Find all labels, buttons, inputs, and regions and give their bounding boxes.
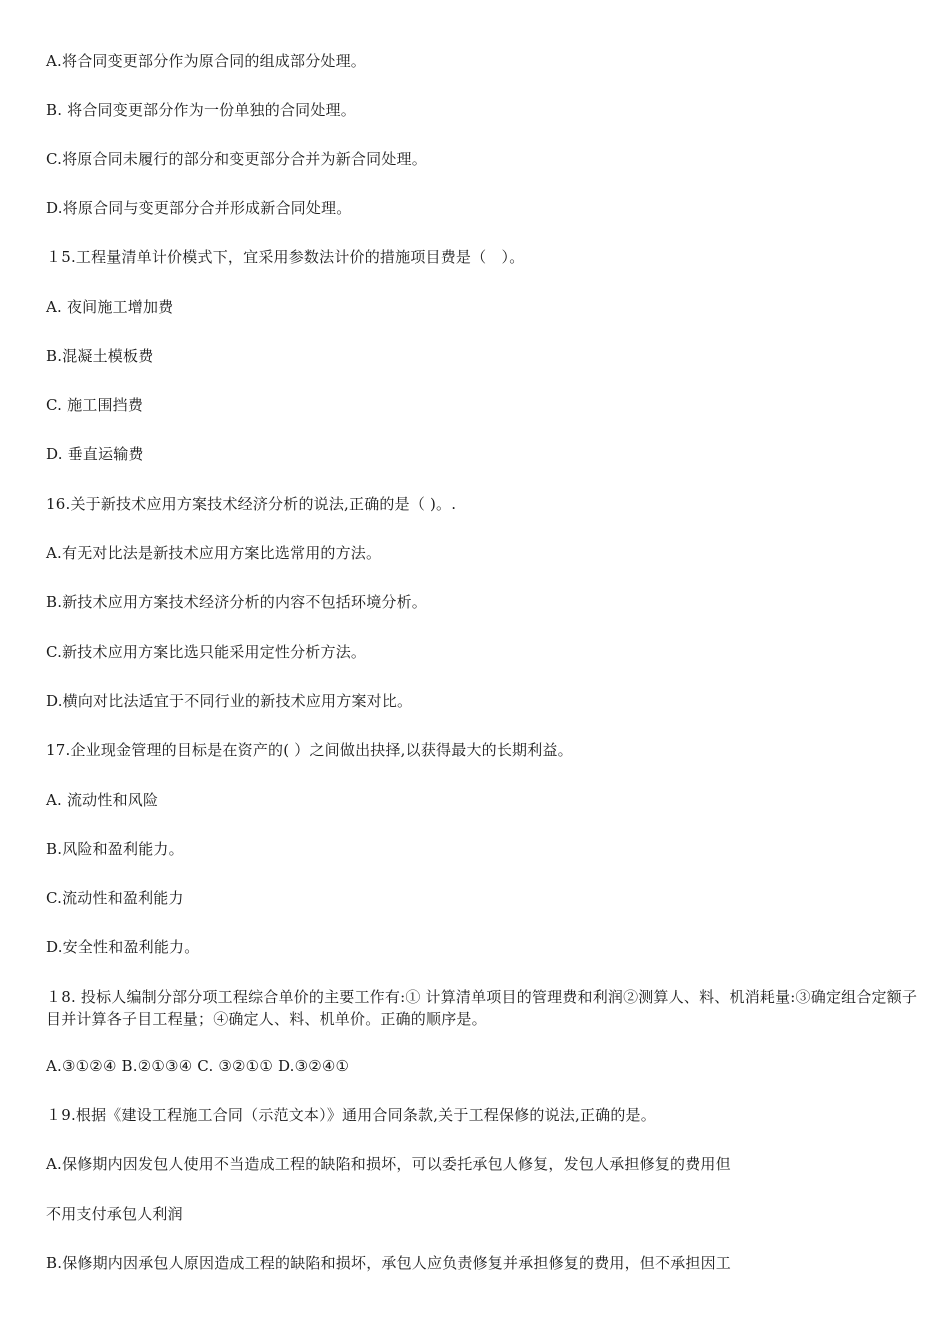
option-a-q19-line1: A.保修期内因发包人使用不当造成工程的缺陷和损坏，可以委托承包人修复，发包人承担修复的费用但: [46, 1155, 731, 1173]
option-d-q15: D. 垂直运输费: [46, 445, 144, 463]
option-b-q16: B.新技术应用方案技术经济分析的内容不包括环境分析。: [46, 593, 427, 611]
option-b-q17: B.风险和盈利能力。: [46, 840, 184, 858]
question-19: １9.根据《建设工程施工合同（示范文本）》通用合同条款,关于工程保修的说法,正确的是。: [46, 1106, 656, 1124]
option-c-q15: C. 施工围挡费: [46, 396, 144, 414]
option-b-q15: B.混凝土模板费: [46, 347, 154, 365]
option-b-q14: B. 将合同变更部分作为一份单独的合同处理。: [46, 101, 356, 119]
question-15: １5.工程量清单计价模式下，宜采用参数法计价的措施项目费是（ ）。: [46, 248, 525, 266]
option-d-q17: D.安全性和盈利能力。: [46, 938, 200, 956]
option-a-q17: A. 流动性和风险: [46, 791, 159, 809]
option-c-q17: C.流动性和盈利能力: [46, 889, 184, 907]
option-c-q16: C.新技术应用方案比选只能采用定性分析方法。: [46, 643, 367, 661]
option-d-q14: D.将原合同与变更部分合并形成新合同处理。: [46, 199, 352, 217]
question-18: １8. 投标人编制分部分项工程综合单价的主要工作有:① 计算清单项目的管理费和利润②测算人、料、机消耗量:③确定组合定额子目并计算各子目工程量；④确定人、料、机单价。正确的顺序是。: [46, 988, 918, 1028]
option-a-q14: A.将合同变更部分作为原合同的组成部分处理。: [46, 52, 367, 70]
option-a-q19-line2: 不用支付承包人利润: [46, 1205, 183, 1223]
question-16: 16.关于新技术应用方案技术经济分析的说法,正确的是（ )。.: [46, 495, 457, 513]
option-a-q16: A.有无对比法是新技术应用方案比选常用的方法。: [46, 544, 382, 562]
option-a-q15: A. 夜间施工增加费: [46, 298, 174, 316]
option-b-q19-line1: B.保修期内因承包人原因造成工程的缺陷和损坏，承包人应负责修复并承担修复的费用，但不承担因工: [46, 1254, 731, 1272]
question-17: 17.企业现金管理的目标是在资产的( ）之间做出抉择,以获得最大的长期利益。: [46, 741, 573, 759]
option-c-q14: C.将原合同未履行的部分和变更部分合并为新合同处理。: [46, 150, 427, 168]
option-d-q16: D.横向对比法适宜于不同行业的新技术应用方案对比。: [46, 692, 413, 710]
options-q18: A.③①②④ B.②①③④ C. ③②①① D.③②④①: [46, 1057, 350, 1075]
